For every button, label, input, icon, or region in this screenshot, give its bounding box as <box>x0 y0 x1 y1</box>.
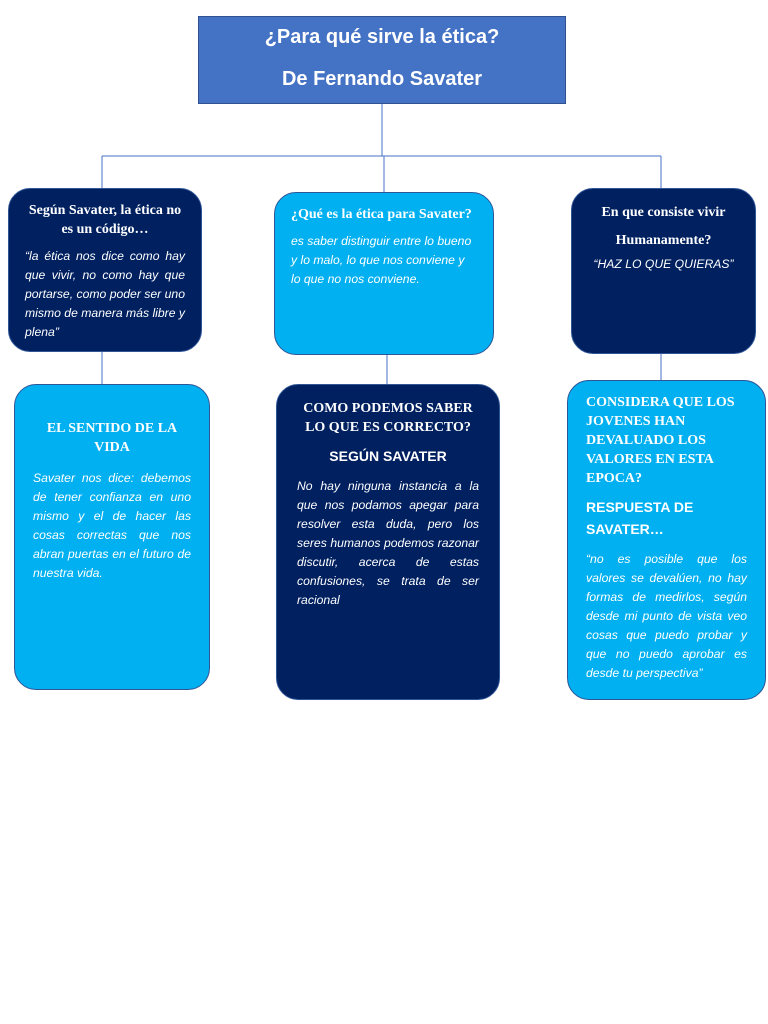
node-vivir-humanamente <box>571 188 756 354</box>
node-body: es saber distinguir entre lo bueno y lo malo, lo que nos conviene y lo que no nos conviene. <box>291 234 472 286</box>
node-heading: ¿Qué es la ética para Savater? <box>291 207 472 222</box>
node-subheading: RESPUESTA DE SAVATER… <box>586 499 694 537</box>
node-heading: EL SENTIDO DE LA VIDA <box>46 421 178 455</box>
node-heading: CONSIDERA QUE LOS JOVENES HAN DEVALUADO LOS VALORES EN ESTA EPOCA? <box>586 395 735 486</box>
node-body: Savater nos dice: debemos de tener confianza en uno mismo y el de hacer las cosas correctas que nos abran puertas en el futuro de nuestra vida. <box>33 471 191 580</box>
node-body: No hay ninguna instancia a la que nos podamos apegar para resolver esta duda, pero los seres humanos podemos razonar discutir, acerca de estas confusiones, se trata de ser racional <box>297 479 479 607</box>
node-etica-no-codigo <box>8 188 202 352</box>
node-body: “HAZ LO QUE QUIERAS” <box>593 257 734 271</box>
node-que-es-etica <box>274 192 494 355</box>
title-question: ¿Para qué sirve la ética? <box>264 26 500 48</box>
node-heading: Según Savater, la ética no es un código… <box>28 203 182 237</box>
node-sentido-vida <box>14 384 210 690</box>
node-heading: COMO PODEMOS SABER LO QUE ES CORRECTO? <box>303 401 473 435</box>
node-body: “no es posible que los valores se devalúen, no hay formas de medirlos, según desde mi punto de vista veo cosas que puedo probar y que no puedo aprobar es desde tu perspectiva” <box>586 552 747 680</box>
node-subheading: SEGÚN SAVATER <box>329 448 447 464</box>
node-heading-line2: Humanamente? <box>615 233 712 248</box>
title-author: De Fernando Savater <box>281 68 483 90</box>
title-box <box>198 16 566 104</box>
node-heading-line1: En que consiste vivir <box>601 205 726 220</box>
node-jovenes-valores <box>567 380 766 700</box>
node-body: “la ética nos dice como hay que vivir, no como hay que portarse, como poder ser uno mismo de manera más libre y plena” <box>25 249 185 339</box>
node-como-saber-correcto <box>276 384 500 700</box>
